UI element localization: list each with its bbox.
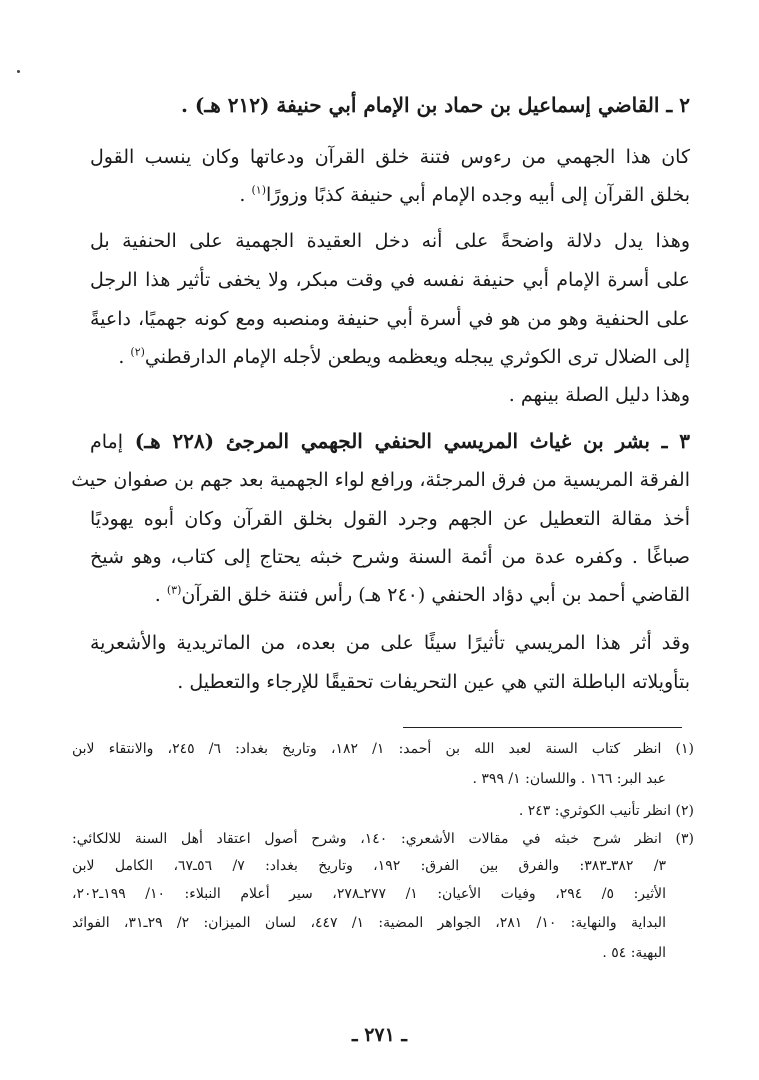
section-3-heading-tail: إمام bbox=[90, 431, 124, 453]
page-number: ـ ٢٧١ ـ bbox=[352, 1024, 407, 1046]
footnote-2-number: (٢) bbox=[675, 803, 694, 819]
footnote-1-text: انظر كتاب السنة لعبد الله بن أحمد: ١/ ١٨٢، وتاريخ بغداد: ٦/ ٢٤٥، والانتقاء لابن bbox=[72, 741, 662, 757]
footnote-separator bbox=[403, 727, 682, 728]
footnote-2-text: انظر تأنيب الكوثري: ٢٤٣ . bbox=[518, 803, 672, 819]
footnote-3-line-2: ٣/ ٣٨٢ـ٣٨٣: والفرق بين الفرق: ١٩٢، وتاريخ بغداد: ٧/ ٥٦ـ٦٧، الكامل لابن bbox=[72, 858, 666, 874]
footnote-3-line-1 bbox=[72, 827, 694, 851]
section-2-para2-line-4-text: إلى الضلال ترى الكوثري يبجله ويعظمه ويطعن لأجله الإمام الدارقطني bbox=[144, 346, 690, 368]
footnote-1-number: (١) bbox=[675, 741, 694, 757]
section-2-line-2-text: بخلق القرآن إلى أبيه وجده الإمام أبي حنيفة كذبًا وزورًا bbox=[265, 184, 690, 206]
scan-speck bbox=[17, 70, 20, 73]
footnote-ref-1: (١) bbox=[251, 183, 266, 197]
section-2-para2-line-1: وهذا يدل دلالة واضحةً على أنه دخل العقيدة الجهمية على الحنفية بل bbox=[90, 230, 690, 252]
section-3-para2-line-2: بتأويلاته الباطلة التي هي عين التحريفات تحقيقًا للإرجاء والتعطيل . bbox=[177, 671, 690, 693]
section-2-heading: ٢ ـ القاضي إسماعيل بن حماد بن الإمام أبي حنيفة (٢١٢ هـ) . bbox=[180, 93, 690, 117]
section-2-para2-line-3: على الحنفية وهو من هو في أسرة أبي حنيفة ومنصبه ومع كونه جهميًا، داعيةً bbox=[90, 308, 690, 330]
section-3-line-4-text: القاضي أحمد بن أبي دؤاد الحنفي (٢٤٠ هـ) رأس فتنة خلق القرآن bbox=[181, 584, 690, 606]
section-2-line-2-end: . bbox=[239, 184, 252, 206]
footnote-3-line-5: البهية: ٥٤ . bbox=[602, 945, 666, 961]
section-2-para2-line-4-end: . bbox=[118, 346, 131, 368]
footnote-ref-2: (٢) bbox=[130, 345, 145, 359]
footnote-3-line-4: البداية والنهاية: ١٠/ ٢٨١، الجواهر المضية: ١/ ٤٤٧، لسان الميزان: ٢/ ٢٩ـ٣١، الفوائد bbox=[72, 915, 666, 931]
section-2-para2-line-2: على أسرة الإمام أبي حنيفة نفسه في وقت مبكر، ولا يخفى تأثير هذا الرجل bbox=[90, 269, 690, 291]
section-2-para2-line-5: وهذا دليل الصلة بينهم . bbox=[508, 384, 690, 406]
section-2-para2-line-4 bbox=[90, 342, 690, 372]
section-3-line-2: أخذ مقالة التعطيل عن الجهم وجرد القول بخلق القرآن وكان أبوه يهوديًا bbox=[90, 508, 690, 530]
footnote-1-line-2: عبد البر: ١٦٦ . واللسان: ١/ ٣٩٩ . bbox=[472, 771, 666, 787]
section-3-line-4-end: . bbox=[154, 584, 167, 606]
footnote-3-text: انظر شرح خبثه في مقالات الأشعري: ١٤٠، وشرح أصول اعتقاد أهل السنة للالكائي: bbox=[72, 831, 662, 847]
footnote-2-line-1 bbox=[72, 799, 694, 823]
footnote-ref-3: (٣) bbox=[166, 583, 182, 597]
section-2-line-1: كان هذا الجهمي من رءوس فتنة خلق القرآن ودعاتها وكان ينسب القول bbox=[90, 146, 690, 168]
section-3-line-1: الفرقة المريسية من فرق المرجئة، ورافع لواء الجهمية بعد جهم بن صفوان حيث bbox=[71, 469, 690, 491]
section-3-heading-line bbox=[90, 426, 690, 457]
section-3-line-4 bbox=[90, 580, 690, 610]
section-3-line-3: صباغًا . وكفره عدة من أئمة السنة وشرح خبثه يحتاج إلى كتاب، وهو شيخ bbox=[90, 546, 690, 568]
footnote-3-line-3: الأثير: ٥/ ٢٩٤، وفيات الأعيان: ١/ ٢٧٧ـ٢٧٨، سير أعلام النبلاء: ١٠/ ١٩٩ـ٢٠٢، bbox=[72, 886, 667, 902]
section-3-heading: ٣ ـ بشر بن غياث المريسي الحنفي الجهمي المرجئ (٢٢٨ هـ) bbox=[123, 429, 691, 453]
section-2-line-2 bbox=[90, 180, 690, 210]
footnote-3-number: (٣) bbox=[675, 831, 694, 847]
section-3-para2-line-1: وقد أثر هذا المريسي تأثيرًا سيئًا على من بعده، من الماتريدية والأشعرية bbox=[90, 632, 690, 654]
footnote-1-line-1 bbox=[72, 737, 694, 761]
